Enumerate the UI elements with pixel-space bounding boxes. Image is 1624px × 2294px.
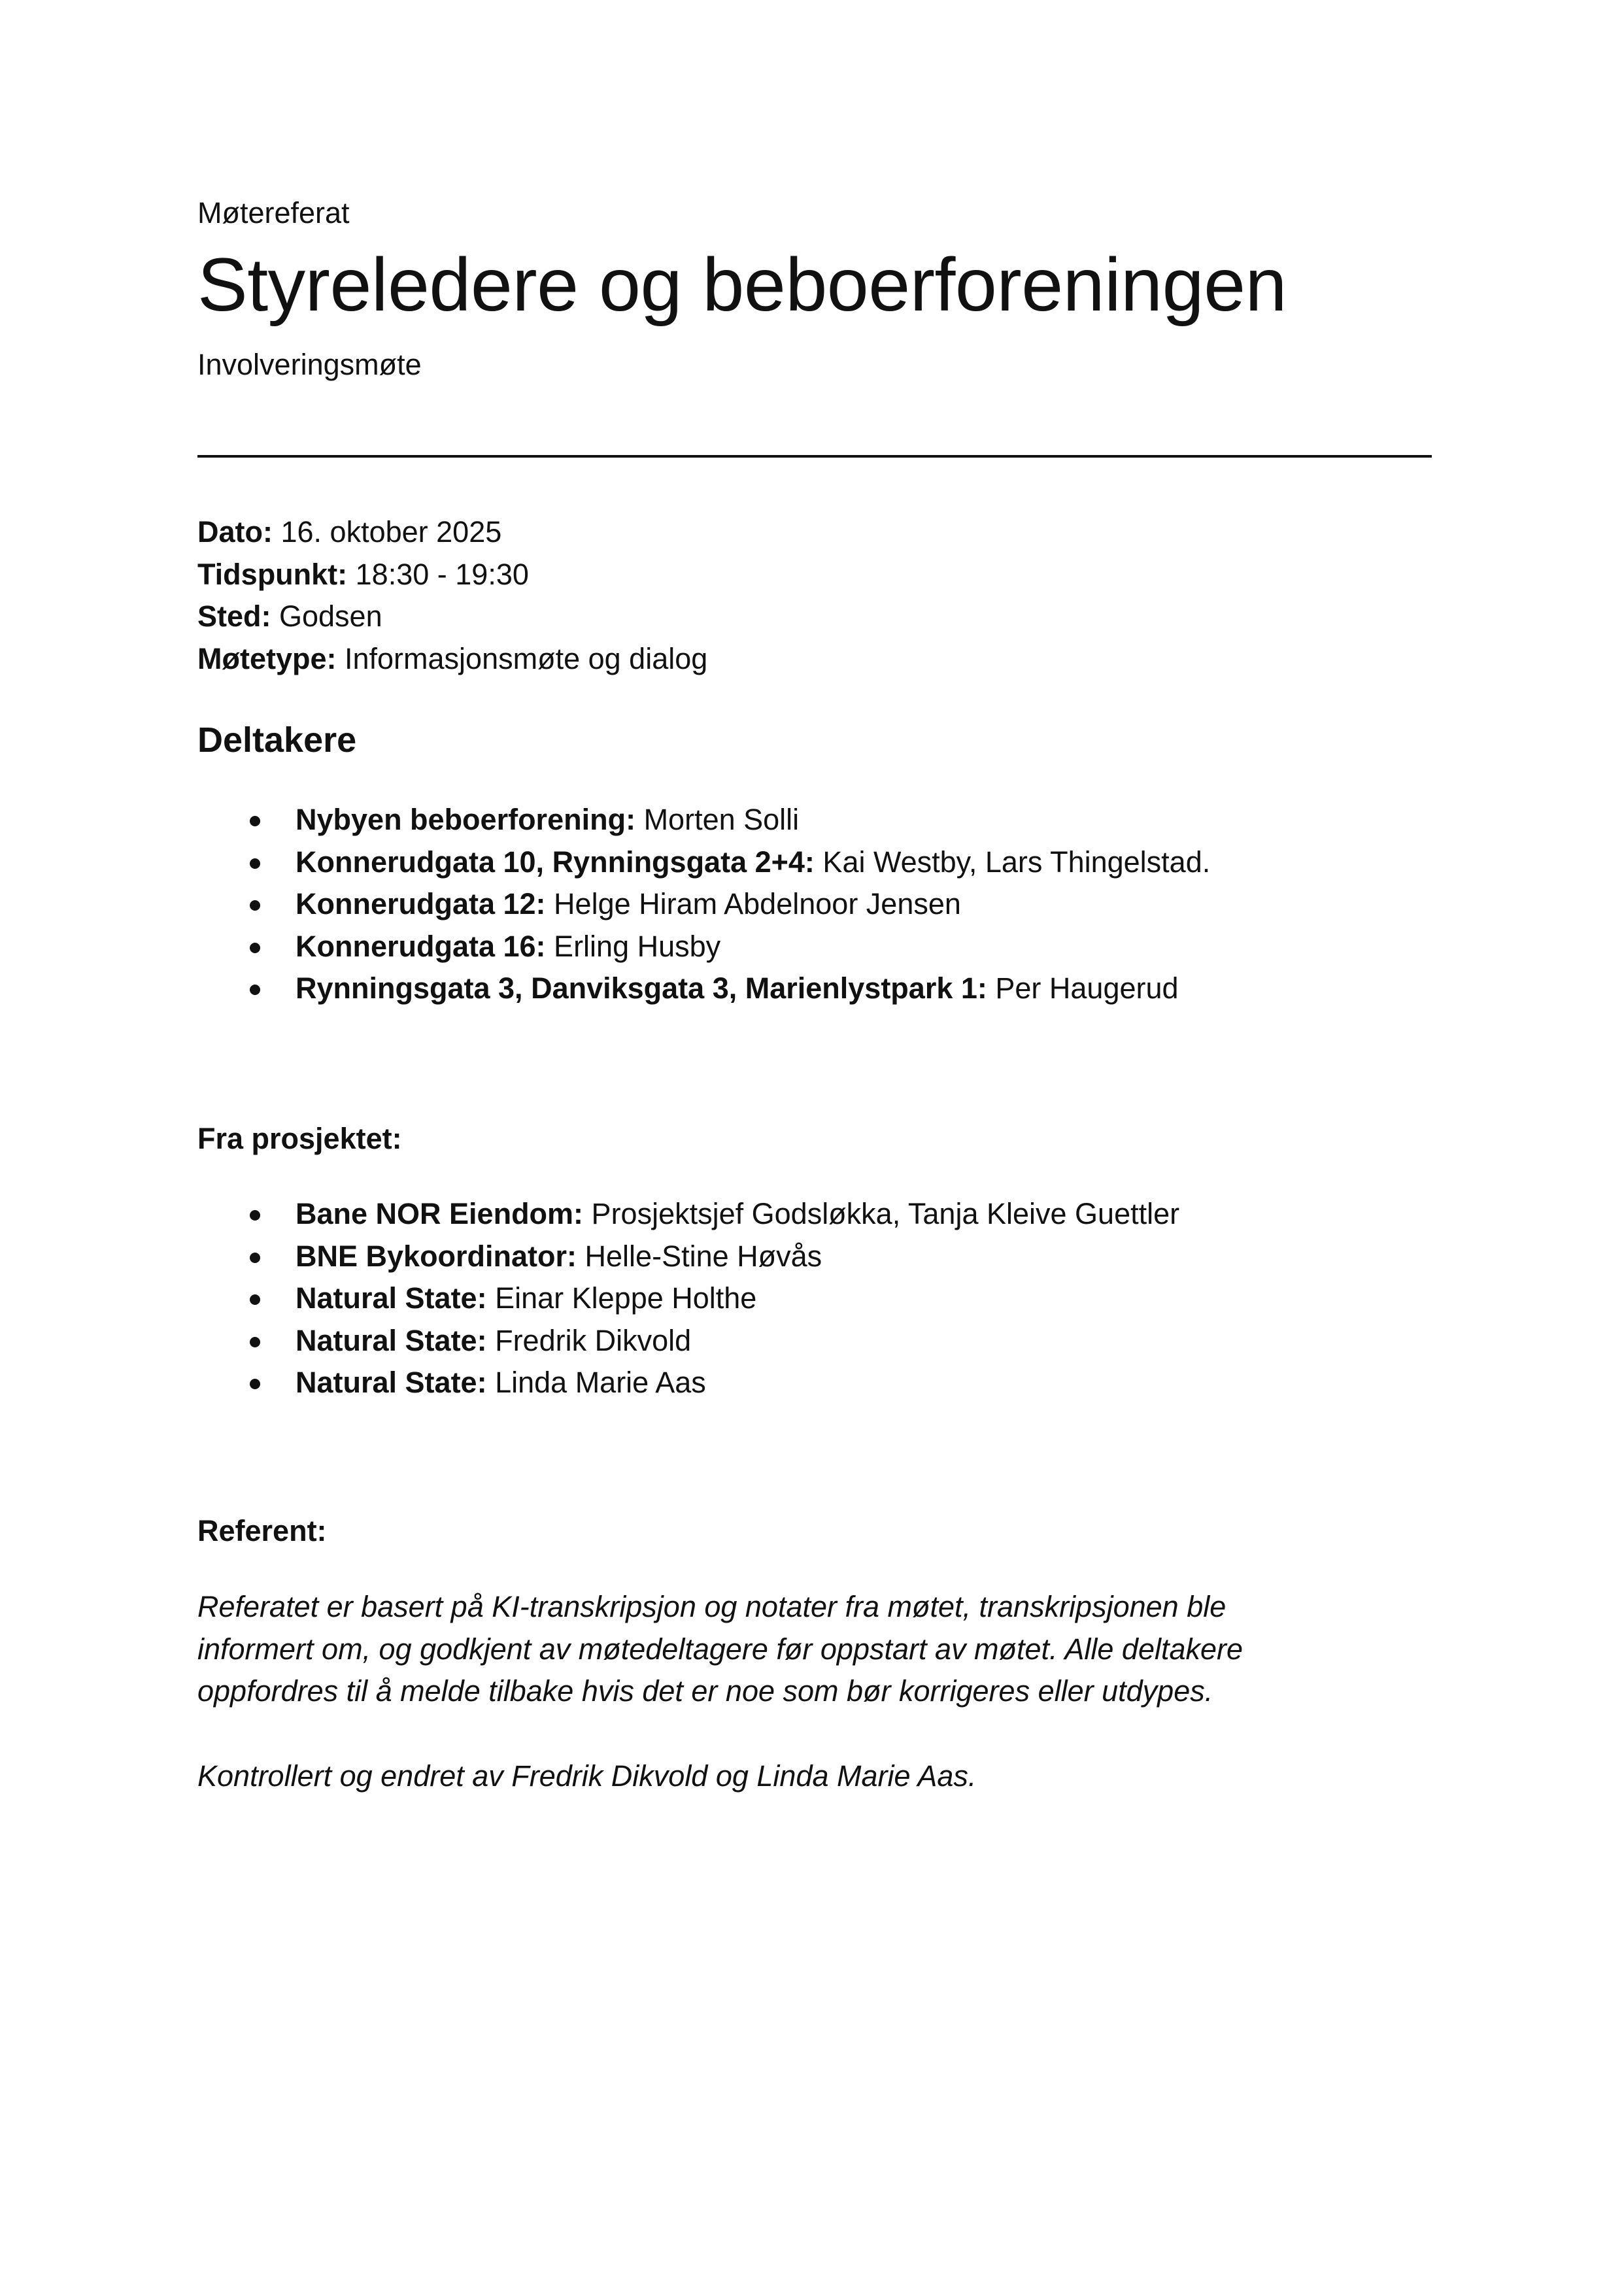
bullet-icon: [250, 858, 260, 869]
project-org: Bane NOR Eiendom:: [296, 1197, 584, 1230]
meeting-meta: [197, 511, 707, 680]
bullet-icon: [250, 1294, 260, 1305]
list-item: [197, 1277, 1179, 1320]
header-divider: [197, 455, 1432, 458]
list-item: [197, 926, 1210, 968]
meta-value: Informasjonsmøte og dialog: [336, 641, 708, 675]
participants-list: [197, 799, 1210, 1010]
bullet-icon: [250, 900, 260, 911]
project-org: Natural State:: [296, 1323, 487, 1357]
project-names: Prosjektsjef Godsløkka, Tanja Kleive Guettler: [583, 1197, 1180, 1230]
project-list: [197, 1193, 1179, 1404]
project-org: Natural State:: [296, 1281, 487, 1315]
list-item: [197, 1193, 1179, 1236]
referent-paragraph: [197, 1586, 1440, 1713]
bullet-icon: [250, 816, 260, 826]
meta-key: Tidspunkt:: [197, 557, 348, 591]
list-item: [197, 968, 1210, 1010]
meta-value: 16. oktober 2025: [272, 515, 502, 548]
bullet-icon: [250, 1210, 260, 1221]
participant-names: Helge Hiram Abdelnoor Jensen: [545, 887, 961, 920]
participants-heading: Deltakere: [197, 720, 357, 760]
meta-value: 18:30 - 19:30: [347, 557, 529, 591]
participant-org: Rynningsgata 3, Danviksgata 3, Marienlystpark 1:: [296, 971, 987, 1005]
participant-org: Konnerudgata 10, Rynningsgata 2+4:: [296, 845, 815, 879]
bullet-icon: [250, 943, 260, 953]
project-names: Helle-Stine Høvås: [577, 1239, 822, 1273]
participant-org: Nybyen beboerforening:: [296, 803, 636, 836]
project-heading: Fra prosjektet:: [197, 1122, 402, 1155]
meta-key: Møtetype:: [197, 641, 337, 675]
project-names: Linda Marie Aas: [486, 1366, 706, 1399]
project-names: Einar Kleppe Holthe: [486, 1281, 757, 1315]
participant-names: Kai Westby, Lars Thingelstad.: [814, 845, 1211, 879]
bullet-icon: [250, 985, 260, 995]
document-type-label: Møtereferat: [197, 196, 350, 229]
participant-names: Morten Solli: [635, 803, 800, 836]
document-page: [197, 0, 1433, 2294]
meta-row-meeting-type: [197, 638, 707, 681]
controlled-by-note: Kontrollert og endret av Fredrik Dikvold og Linda Marie Aas.: [197, 1759, 977, 1793]
meta-key: Sted:: [197, 599, 271, 633]
document-title: Styreledere og beboerforeningen: [197, 243, 1287, 327]
paragraph-line: Referatet er basert på KI-transkripsjon og notater fra møtet, transkripsjonen ble: [197, 1590, 1226, 1623]
participant-names: Erling Husby: [545, 929, 721, 963]
list-item: [197, 799, 1210, 841]
bullet-icon: [250, 1379, 260, 1389]
participant-names: Per Haugerud: [987, 971, 1179, 1005]
list-item: [197, 841, 1210, 884]
referent-heading: Referent:: [197, 1514, 327, 1547]
bullet-icon: [250, 1337, 260, 1347]
project-org: Natural State:: [296, 1366, 487, 1399]
meta-key: Dato:: [197, 515, 273, 548]
meta-value: Godsen: [271, 599, 382, 633]
project-org: BNE Bykoordinator:: [296, 1239, 577, 1273]
meta-row-date: [197, 511, 707, 554]
list-item: [197, 1320, 1179, 1362]
document-subtitle: Involveringsmøte: [197, 348, 422, 381]
participant-org: Konnerudgata 12:: [296, 887, 546, 920]
project-names: Fredrik Dikvold: [486, 1323, 692, 1357]
meta-row-location: [197, 596, 707, 638]
paragraph-line: oppfordres til å melde tilbake hvis det er noe som bør korrigeres eller utdypes.: [197, 1674, 1213, 1708]
list-item: [197, 883, 1210, 926]
list-item: [197, 1362, 1179, 1404]
bullet-icon: [250, 1253, 260, 1263]
paragraph-line: informert om, og godkjent av møtedeltagere før oppstart av møtet. Alle deltakere: [197, 1632, 1243, 1666]
list-item: [197, 1236, 1179, 1278]
meta-row-time: [197, 554, 707, 596]
participant-org: Konnerudgata 16:: [296, 929, 546, 963]
